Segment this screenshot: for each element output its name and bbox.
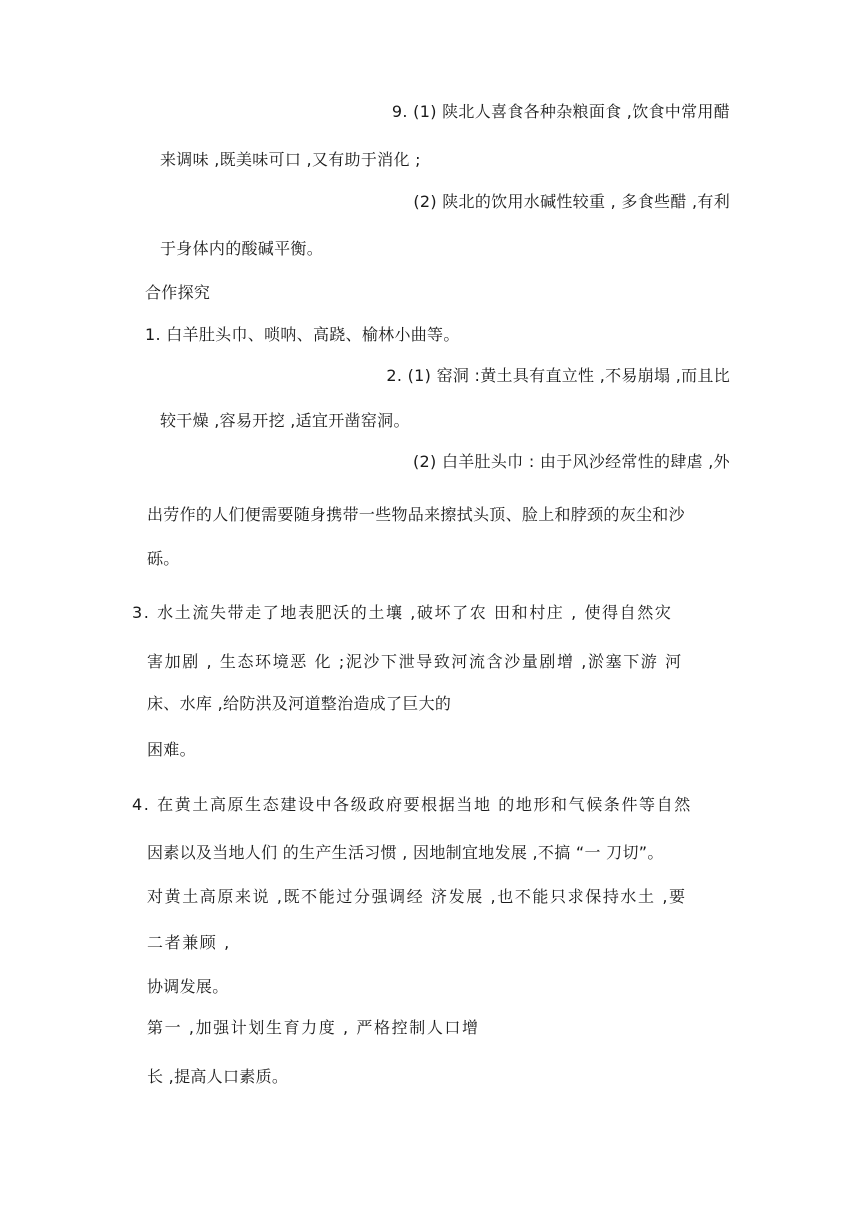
answer-1: 1. 白羊肚头巾、唢呐、高跷、榆林小曲等。 bbox=[145, 325, 460, 344]
answer-4-line-6: 第一 ,加强计划生育力度 , 严格控制人口增 bbox=[147, 1018, 480, 1037]
answer-2-line-4: 出劳作的人们便需要随身携带一些物品来擦拭头顶、脸上和脖颈的灰尘和沙 bbox=[147, 505, 685, 524]
answer-9-line-4: 于身体内的酸碱平衡。 bbox=[160, 239, 324, 258]
answer-2-line-5: 砾。 bbox=[147, 549, 180, 568]
answer-2-line-1: 2. (1) 窑洞 :黄土具有直立性 ,不易崩塌 ,而且比 bbox=[386, 366, 730, 385]
answer-3-line-1: 3. 水土流失带走了地表肥沃的土壤 ,破坏了农 田和村庄 , 使得自然灾 bbox=[132, 603, 673, 622]
answer-4-line-3: 对黄土高原来说 ,既不能过分强调经 济发展 ,也不能只求保持水土 ,要 bbox=[147, 887, 687, 906]
answer-9-line-1: 9. (1) 陕北人喜食各种杂粮面食 ,饮食中常用醋 bbox=[391, 102, 730, 121]
answer-3-line-4: 困难。 bbox=[147, 740, 196, 759]
answer-4-line-7: 长 ,提高人口素质。 bbox=[147, 1067, 289, 1086]
answer-2-line-2: 较干燥 ,容易开挖 ,适宜开凿窑洞。 bbox=[160, 411, 410, 430]
section-heading: 合作探究 bbox=[145, 283, 211, 302]
answer-9-line-3: (2) 陕北的饮用水碱性较重 , 多食些醋 ,有利 bbox=[413, 192, 730, 211]
answer-3-line-2: 害加剧 , 生态环境恶 化 ;泥沙下泄导致河流含沙量剧增 ,淤塞下游 河 bbox=[147, 652, 683, 671]
answer-4-line-4: 二者兼顾 , bbox=[147, 933, 231, 952]
answer-2-line-3: (2) 白羊肚头巾 : 由于风沙经常性的肆虐 ,外 bbox=[413, 452, 730, 471]
answer-9-line-2: 来调味 ,既美味可口 ,又有助于消化 ; bbox=[160, 150, 421, 169]
answer-4-line-1: 4. 在黄土高原生态建设中各级政府要根据当地 的地形和气候条件等自然 bbox=[132, 795, 692, 814]
answer-4-line-5: 协调发展。 bbox=[147, 977, 229, 996]
answer-3-line-3: 床、水库 ,给防洪及河道整治造成了巨大的 bbox=[147, 694, 452, 713]
answer-4-line-2: 因素以及当地人们 的生产生活习惯 , 因地制宜地发展 ,不搞 “一 刀切”。 bbox=[147, 843, 664, 862]
